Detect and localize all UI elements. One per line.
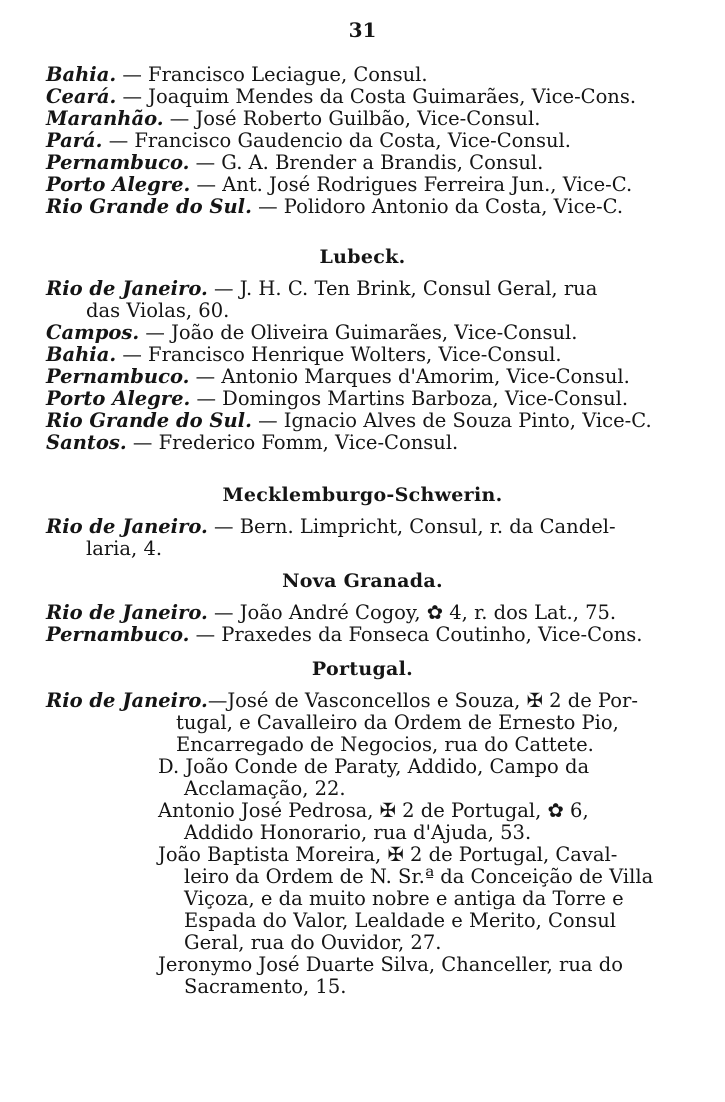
list-item: Rio de Janeiro. — J. H. C. Ten Brink, Consul Geral, rua das Violas, 60. [46,277,598,322]
section-heading-mecklemburgo: Mecklemburgo-Schwerin. [222,484,503,506]
list-item: Porto Alegre. — Ant. José Rodrigues Ferreira Jun., Vice-C. [46,173,633,196]
consul-list-continued [0,64,725,218]
list-item: Rio de Janeiro. — João André Cogoy, ✿ 4, r. dos Lat., 75. [46,601,617,624]
page-number: 31 [348,18,377,42]
section-heading-lubeck: Lubeck. [319,246,406,268]
list-item: D. João Conde de Paraty, Addido, Campo da Acclamação, 22. [158,755,590,800]
list-item: Rio de Janeiro. — Bern. Limpricht, Consul, r. da Candel- laria, 4. [46,515,616,560]
list-item: Jeronymo José Duarte Silva, Chanceller, rua do Sacramento, 15. [158,953,623,998]
list-item: Rio Grande do Sul. — Polidoro Antonio da Costa, Vice-C. [46,195,624,218]
list-item: Porto Alegre. — Domingos Martins Barboza, Vice-Consul. [46,387,629,410]
list-item: Bahia. — Francisco Leciague, Consul. [46,63,428,86]
list-item: João Baptista Moreira, ✠ 2 de Portugal, Caval- leiro da Ordem de N. Sr.ª da Conceição de Villa Viçoza, e da muito nobre e antiga da Torre e Espada do Valor, Lealdade e Merito, Consul Geral, rua do Ouvidor, 27. [158,843,654,954]
list-item: Ceará. — Joaquim Mendes da Costa Guimarães, Vice-Cons. [46,85,637,108]
portugal-list [0,690,725,998]
list-item: Santos. — Frederico Fomm, Vice-Consul. [46,431,459,454]
list-item: Rio de Janeiro.—José de Vasconcellos e Souza, ✠ 2 de Por- tugal, e Cavalleiro da Ordem de Ernesto Pio, Encarregado de Negocios, rua do Cattete. [46,689,638,756]
list-item: Pará. — Francisco Gaudencio da Costa, Vice-Consul. [46,129,571,152]
list-item: Bahia. — Francisco Henrique Wolters, Vice-Consul. [46,343,562,366]
list-item: Maranhão. — José Roberto Guilbão, Vice-Consul. [46,107,541,130]
list-item: Campos. — João de Oliveira Guimarães, Vice-Consul. [46,321,578,344]
lubeck-list [0,278,725,454]
nova-granada-list [0,602,725,646]
list-item: Pernambuco. — Antonio Marques d'Amorim, Vice-Consul. [46,365,630,388]
list-item: Pernambuco. — Praxedes da Fonseca Coutinho, Vice-Cons. [46,623,643,646]
section-heading-portugal: Portugal. [311,658,414,680]
list-item: Rio Grande do Sul. — Ignacio Alves de Souza Pinto, Vice-C. [46,409,652,432]
section-heading-nova-granada: Nova Granada. [282,570,443,592]
list-item: Antonio José Pedrosa, ✠ 2 de Portugal, ✿ 6, Addido Honorario, rua d'Ajuda, 53. [158,799,589,844]
mecklemburgo-list [0,516,725,560]
list-item: Pernambuco. — G. A. Brender a Brandis, Consul. [46,151,544,174]
